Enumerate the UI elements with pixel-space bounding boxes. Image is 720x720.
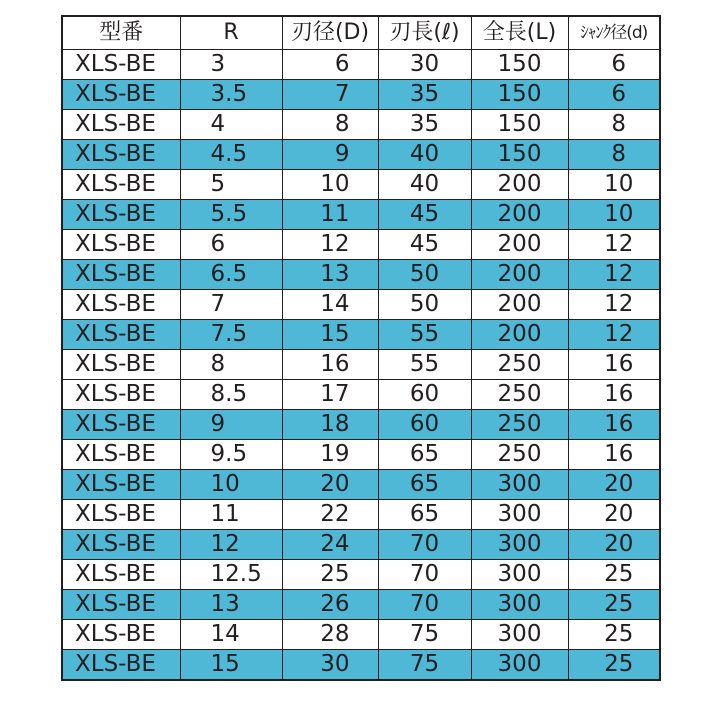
cell-blade-diameter: 10 — [282, 170, 378, 200]
table-row — [62, 50, 660, 80]
cell-shank-diameter: 12 — [568, 230, 660, 260]
cell-r: 3 — [180, 50, 282, 80]
cell-total-length: 250 — [471, 350, 568, 380]
cell-total-length: 200 — [471, 230, 568, 260]
cell-blade-length: 60 — [378, 380, 471, 410]
header-blade-length: 刃長(ℓ) — [378, 16, 471, 50]
table-row — [62, 410, 660, 440]
cell-total-length: 150 — [471, 110, 568, 140]
cell-shank-diameter: 6 — [568, 80, 660, 110]
table-row — [62, 650, 660, 681]
cell-shank-diameter: 25 — [568, 590, 660, 620]
cell-blade-length: 65 — [378, 470, 471, 500]
cell-shank-diameter: 25 — [568, 620, 660, 650]
cell-r: 13 — [180, 590, 282, 620]
cell-r: 12 — [180, 530, 282, 560]
cell-model: XLS-BE — [62, 290, 180, 320]
table-row — [62, 200, 660, 230]
cell-blade-length: 50 — [378, 290, 471, 320]
cell-total-length: 250 — [471, 380, 568, 410]
cell-total-length: 200 — [471, 170, 568, 200]
table-row — [62, 230, 660, 260]
cell-model: XLS-BE — [62, 650, 180, 681]
cell-shank-diameter: 12 — [568, 320, 660, 350]
table-row — [62, 320, 660, 350]
table-row — [62, 170, 660, 200]
cell-shank-diameter: 6 — [568, 50, 660, 80]
cell-total-length: 150 — [471, 50, 568, 80]
cell-total-length: 300 — [471, 650, 568, 681]
cell-blade-length: 60 — [378, 410, 471, 440]
cell-total-length: 300 — [471, 470, 568, 500]
cell-total-length: 200 — [471, 320, 568, 350]
table-row — [62, 290, 660, 320]
cell-model: XLS-BE — [62, 620, 180, 650]
cell-shank-diameter: 10 — [568, 170, 660, 200]
table-row — [62, 80, 660, 110]
cell-total-length: 200 — [471, 260, 568, 290]
cell-blade-length: 75 — [378, 650, 471, 681]
cell-r: 3.5 — [180, 80, 282, 110]
table-row — [62, 500, 660, 530]
cell-r: 6.5 — [180, 260, 282, 290]
table-row — [62, 140, 660, 170]
cell-shank-diameter: 12 — [568, 260, 660, 290]
cell-blade-diameter: 16 — [282, 350, 378, 380]
cell-blade-length: 30 — [378, 50, 471, 80]
cell-blade-diameter: 19 — [282, 440, 378, 470]
cell-total-length: 250 — [471, 440, 568, 470]
cell-model: XLS-BE — [62, 500, 180, 530]
cell-model: XLS-BE — [62, 50, 180, 80]
cell-blade-length: 70 — [378, 560, 471, 590]
cell-model: XLS-BE — [62, 110, 180, 140]
cell-shank-diameter: 25 — [568, 560, 660, 590]
cell-r: 4.5 — [180, 140, 282, 170]
cell-total-length: 300 — [471, 500, 568, 530]
cell-blade-length: 50 — [378, 260, 471, 290]
cell-blade-diameter: 18 — [282, 410, 378, 440]
header-blade-diameter: 刃径(D) — [282, 16, 378, 50]
cell-model: XLS-BE — [62, 380, 180, 410]
cell-blade-length: 65 — [378, 440, 471, 470]
cell-model: XLS-BE — [62, 440, 180, 470]
cell-total-length: 250 — [471, 410, 568, 440]
cell-blade-length: 70 — [378, 530, 471, 560]
table-row — [62, 590, 660, 620]
cell-blade-length: 55 — [378, 350, 471, 380]
cell-blade-length: 65 — [378, 500, 471, 530]
cell-blade-diameter: 28 — [282, 620, 378, 650]
cell-blade-length: 35 — [378, 110, 471, 140]
cell-r: 11 — [180, 500, 282, 530]
cell-blade-length: 40 — [378, 140, 471, 170]
cell-model: XLS-BE — [62, 200, 180, 230]
cell-model: XLS-BE — [62, 470, 180, 500]
table-row — [62, 620, 660, 650]
cell-model: XLS-BE — [62, 230, 180, 260]
cell-model: XLS-BE — [62, 260, 180, 290]
cell-blade-length: 55 — [378, 320, 471, 350]
header-total-length: 全長(L) — [471, 16, 568, 50]
cell-model: XLS-BE — [62, 170, 180, 200]
cell-r: 7 — [180, 290, 282, 320]
table-row — [62, 560, 660, 590]
cell-total-length: 200 — [471, 290, 568, 320]
cell-shank-diameter: 16 — [568, 350, 660, 380]
cell-shank-diameter: 16 — [568, 410, 660, 440]
cell-blade-length: 40 — [378, 170, 471, 200]
cell-total-length: 200 — [471, 200, 568, 230]
cell-blade-diameter: 8 — [282, 110, 378, 140]
cell-blade-diameter: 26 — [282, 590, 378, 620]
cell-shank-diameter: 20 — [568, 530, 660, 560]
cell-blade-length: 45 — [378, 200, 471, 230]
cell-total-length: 150 — [471, 80, 568, 110]
cell-r: 14 — [180, 620, 282, 650]
cell-model: XLS-BE — [62, 560, 180, 590]
cell-total-length: 150 — [471, 140, 568, 170]
cell-shank-diameter: 20 — [568, 500, 660, 530]
cell-model: XLS-BE — [62, 350, 180, 380]
cell-total-length: 300 — [471, 620, 568, 650]
cell-shank-diameter: 20 — [568, 470, 660, 500]
cell-blade-length: 75 — [378, 620, 471, 650]
cell-blade-length: 70 — [378, 590, 471, 620]
cell-model: XLS-BE — [62, 590, 180, 620]
cell-blade-diameter: 13 — [282, 260, 378, 290]
cell-total-length: 300 — [471, 530, 568, 560]
header-row — [62, 16, 660, 50]
cell-r: 10 — [180, 470, 282, 500]
cell-blade-diameter: 17 — [282, 380, 378, 410]
table-row — [62, 350, 660, 380]
spec-table — [61, 15, 661, 681]
table-row — [62, 440, 660, 470]
cell-shank-diameter: 16 — [568, 440, 660, 470]
cell-model: XLS-BE — [62, 140, 180, 170]
cell-blade-diameter: 12 — [282, 230, 378, 260]
cell-r: 6 — [180, 230, 282, 260]
cell-model: XLS-BE — [62, 410, 180, 440]
cell-r: 9 — [180, 410, 282, 440]
cell-blade-diameter: 9 — [282, 140, 378, 170]
cell-r: 15 — [180, 650, 282, 681]
header-r: R — [180, 16, 282, 50]
cell-r: 5.5 — [180, 200, 282, 230]
cell-shank-diameter: 25 — [568, 650, 660, 681]
cell-r: 8 — [180, 350, 282, 380]
cell-blade-diameter: 14 — [282, 290, 378, 320]
cell-blade-diameter: 20 — [282, 470, 378, 500]
cell-total-length: 300 — [471, 560, 568, 590]
table-body — [62, 50, 660, 681]
cell-blade-diameter: 6 — [282, 50, 378, 80]
cell-r: 5 — [180, 170, 282, 200]
cell-blade-diameter: 15 — [282, 320, 378, 350]
cell-r: 9.5 — [180, 440, 282, 470]
cell-blade-length: 45 — [378, 230, 471, 260]
cell-r: 7.5 — [180, 320, 282, 350]
cell-blade-diameter: 24 — [282, 530, 378, 560]
cell-shank-diameter: 10 — [568, 200, 660, 230]
cell-blade-diameter: 30 — [282, 650, 378, 681]
cell-model: XLS-BE — [62, 80, 180, 110]
cell-shank-diameter: 8 — [568, 140, 660, 170]
cell-shank-diameter: 12 — [568, 290, 660, 320]
cell-r: 12.5 — [180, 560, 282, 590]
cell-shank-diameter: 8 — [568, 110, 660, 140]
cell-blade-diameter: 7 — [282, 80, 378, 110]
cell-blade-diameter: 25 — [282, 560, 378, 590]
table-row — [62, 260, 660, 290]
cell-model: XLS-BE — [62, 530, 180, 560]
table-row — [62, 380, 660, 410]
cell-r: 4 — [180, 110, 282, 140]
cell-blade-diameter: 22 — [282, 500, 378, 530]
table-row — [62, 530, 660, 560]
cell-model: XLS-BE — [62, 320, 180, 350]
cell-blade-diameter: 11 — [282, 200, 378, 230]
table-row — [62, 110, 660, 140]
header-model: 型番 — [62, 16, 180, 50]
cell-total-length: 300 — [471, 590, 568, 620]
cell-r: 8.5 — [180, 380, 282, 410]
cell-shank-diameter: 16 — [568, 380, 660, 410]
cell-blade-length: 35 — [378, 80, 471, 110]
table-row — [62, 470, 660, 500]
header-shank-diameter: ｼｬﾝｸ径(d) — [568, 16, 660, 50]
